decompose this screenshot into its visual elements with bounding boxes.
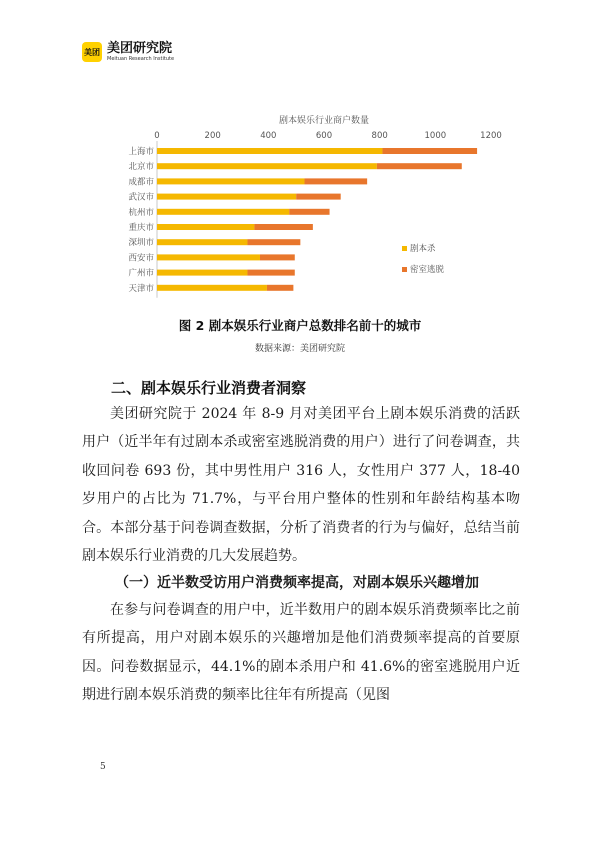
bar-mishi	[296, 194, 341, 200]
bar-mishi	[254, 224, 312, 230]
bar-jubensha	[157, 254, 260, 260]
bar-mishi	[260, 254, 295, 260]
bar-jubensha	[157, 178, 305, 184]
category-label: 武汉市	[128, 192, 154, 203]
bar-jubensha	[157, 148, 382, 154]
bar-mishi	[247, 270, 294, 276]
figure-caption: 图 2 剧本娱乐行业商户总数排名前十的城市	[178, 318, 422, 333]
meituan-logo	[82, 42, 174, 62]
category-label: 重庆市	[128, 223, 154, 233]
x-tick-label: 600	[315, 131, 333, 141]
x-tick-label: 400	[260, 131, 277, 141]
section-title: 二、剧本娱乐行业消费者洞察	[111, 379, 307, 397]
legend-swatch	[402, 246, 407, 251]
x-tick-label: 1000	[424, 131, 447, 141]
bar-mishi	[267, 285, 293, 291]
category-label: 天津市	[128, 283, 154, 294]
bar-mishi	[377, 163, 462, 169]
bar-jubensha	[157, 224, 254, 230]
page-number: 5	[100, 762, 106, 772]
city-merchant-chart	[110, 108, 510, 303]
figure-source: 数据来源：美团研究院	[254, 344, 345, 354]
bar-jubensha	[157, 163, 377, 169]
category-label: 杭州市	[128, 207, 154, 218]
category-label: 成都市	[128, 177, 154, 188]
category-label: 深圳市	[128, 238, 154, 249]
category-label: 西安市	[128, 253, 154, 264]
bar-jubensha	[157, 209, 289, 215]
bar-mishi	[289, 209, 329, 215]
paragraph-survey-intro: 美团研究院于 2024 年 8-9 月对美团平台上剧本娱乐消费的活跃用户（近半年有过剧本杀或密室逃脱消费的用户）进行了问卷调查，共收回问卷 693 份，其中男性用户 316 人，女性用户 377 人，18-40 岁用户的占比为 71.7%，与平台用户整体的性别和年龄结构基本吻合。本部分基于问卷调查数据，分析了消费者的行为与偏好，总结当前剧本娱乐行业消费的几大发展趋势。	[82, 406, 520, 565]
x-tick-label: 0	[154, 131, 160, 141]
category-label: 北京市	[128, 162, 154, 173]
bar-jubensha	[157, 194, 296, 200]
chart-title: 剧本娱乐行业商户数量	[278, 116, 370, 126]
category-label: 广州市	[128, 268, 154, 279]
legend-label: 密室逃脱	[410, 265, 445, 275]
subheading-frequency: （一）近半数受访用户消费频率提高，对剧本娱乐兴趣增加	[115, 575, 479, 591]
x-tick-label: 800	[371, 131, 388, 141]
paragraph-frequency: 在参与问卷调查的用户中，近半数用户的剧本娱乐消费频率比之前有所提高，用户对剧本娱乐的兴趣增加是他们消费频率提高的首要原因。问卷数据显示，44.1%的剧本杀用户和 41.6%的密室逃脱用户近期进行剧本娱乐消费的频率比往年有所提高（见图	[82, 602, 520, 704]
bar-mishi	[382, 148, 477, 154]
logo-text	[107, 42, 174, 62]
x-tick-label: 1200	[480, 131, 502, 141]
logo-mark: 美团	[82, 42, 102, 62]
bar-jubensha	[157, 270, 247, 276]
bar-mishi	[305, 178, 368, 184]
legend-label: 剧本杀	[410, 244, 436, 254]
logo-name-cn: 美团研究院	[107, 41, 173, 56]
logo-name-en: Meituan Research Institute	[107, 56, 175, 62]
bar-jubensha	[157, 239, 247, 245]
bar-jubensha	[157, 285, 267, 291]
legend-swatch	[402, 267, 407, 272]
x-tick-label: 200	[204, 131, 221, 141]
category-label: 上海市	[128, 147, 154, 157]
bar-mishi	[247, 239, 300, 245]
